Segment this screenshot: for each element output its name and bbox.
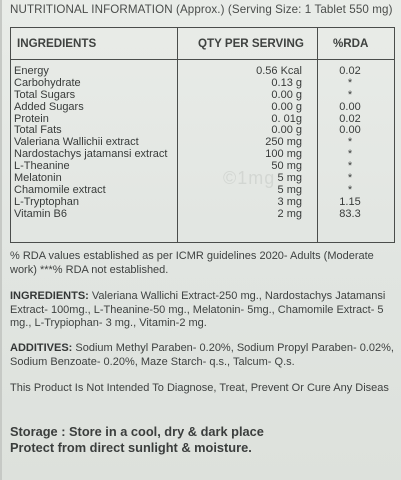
table-row [11, 209, 394, 221]
nutrient-name: L-Tryptophan [14, 195, 80, 208]
watermark: ©1mg [223, 168, 276, 188]
nutrition-table [10, 27, 395, 243]
ingredients-section [10, 290, 398, 331]
table-row [11, 114, 394, 126]
nutrient-name: Valeriana Wallichii extract [14, 136, 139, 149]
nutrient-rda: 0.00 [339, 124, 361, 137]
nutrient-name: Melatonin [14, 172, 62, 185]
nutrient-rda: 83.3 [339, 207, 361, 220]
nutrient-qty: 50 mg [271, 160, 302, 173]
nutrient-qty: 5 mg [277, 172, 302, 185]
nutrient-rda: * [347, 148, 353, 161]
nutrient-qty: 0.13 g [271, 76, 302, 89]
nutrient-qty: 0. 01g [271, 112, 302, 125]
nutrient-rda: * [347, 183, 353, 196]
nutrient-qty: 5 mg [277, 183, 302, 196]
table-header-row [11, 28, 394, 60]
ingredients-label: INGREDIENTS: [10, 290, 89, 302]
table-row [11, 78, 394, 90]
table-row [11, 197, 394, 209]
nutrition-header: NUTRITIONAL INFORMATION (Approx.) (Serving Size: 1 Tablet 550 mg) [10, 3, 393, 16]
nutrient-name: Vitamin B6 [14, 207, 67, 220]
table-row [11, 161, 394, 173]
nutrient-name: L-Theanine [14, 160, 70, 173]
nutrient-rda: * [347, 76, 353, 89]
additives-text: Sodium Methyl Paraben- 0.20%, Sodium Propyl Paraben- 0.02%, Sodium Benzoate- 0.20%, Maze Starch- q.s., Talcum- Q.s. [10, 342, 394, 368]
nutrient-name: Chamomile extract [14, 183, 106, 196]
disclaimer: This Product Is Not Intended To Diagnose, Treat, Prevent Or Cure Any Diseas [10, 382, 389, 394]
nutrient-rda: 0.02 [339, 65, 361, 77]
nutrient-qty: 3 mg [277, 195, 302, 208]
nutrient-name: Carbohydrate [14, 76, 81, 89]
column-header-ingredients: INGREDIENTS [17, 37, 97, 50]
nutrient-rda: * [347, 136, 353, 149]
column-header-qty: QTY PER SERVING [198, 37, 304, 50]
storage-line-1: Storage : Store in a cool, dry & dark place [10, 424, 264, 439]
nutrient-qty: 0.00 g [271, 100, 302, 113]
additives-section [10, 342, 398, 369]
nutrient-rda: * [347, 88, 353, 101]
nutrient-rda: * [347, 172, 353, 185]
nutrient-qty: 100 mg [265, 148, 302, 161]
column-header-rda: %RDA [333, 37, 369, 50]
nutrient-rda: 0.00 [339, 100, 361, 113]
table-row [11, 185, 394, 197]
nutrient-qty: 0.56 Kcal [256, 65, 302, 77]
nutrient-rda: * [347, 160, 353, 173]
ingredients-text: Valeriana Wallichi Extract-250 mg., Nardostachys Jatamansi Extract- 100mg., L-Theanine-50 mg., Melatonin- 5mg., Chamomile Extract- 5 mg., L-Trypiophan- 3 mg., Vitamin-2 mg. [10, 290, 386, 330]
nutrient-qty: 0.00 g [271, 88, 302, 101]
additives-label: ADDITIVES: [10, 342, 73, 354]
nutrient-name: Protein [14, 112, 49, 125]
nutrient-qty: 250 mg [265, 136, 302, 149]
nutrient-name: Nardostachys jatamansi extract [14, 148, 168, 161]
table-row [11, 102, 394, 114]
nutrient-rda: 1.15 [339, 195, 361, 208]
nutrient-qty: 2 mg [277, 207, 302, 220]
nutrient-name: Total Fats [14, 124, 62, 137]
storage-instructions [10, 424, 398, 455]
nutrient-rda: 0.02 [339, 112, 361, 125]
rda-note: % RDA values established as per ICMR guidelines 2020- Adults (Moderate work) ***% RDA not established. [10, 250, 374, 276]
storage-line-2: Protect from direct sunlight & moisture. [10, 439, 252, 455]
table-body [11, 66, 394, 221]
table-row [11, 90, 394, 102]
nutrient-name: Added Sugars [14, 100, 84, 113]
nutrient-name: Total Sugars [14, 88, 76, 101]
nutrient-name: Energy [14, 65, 49, 77]
nutrient-qty: 0.00 g [271, 124, 302, 137]
